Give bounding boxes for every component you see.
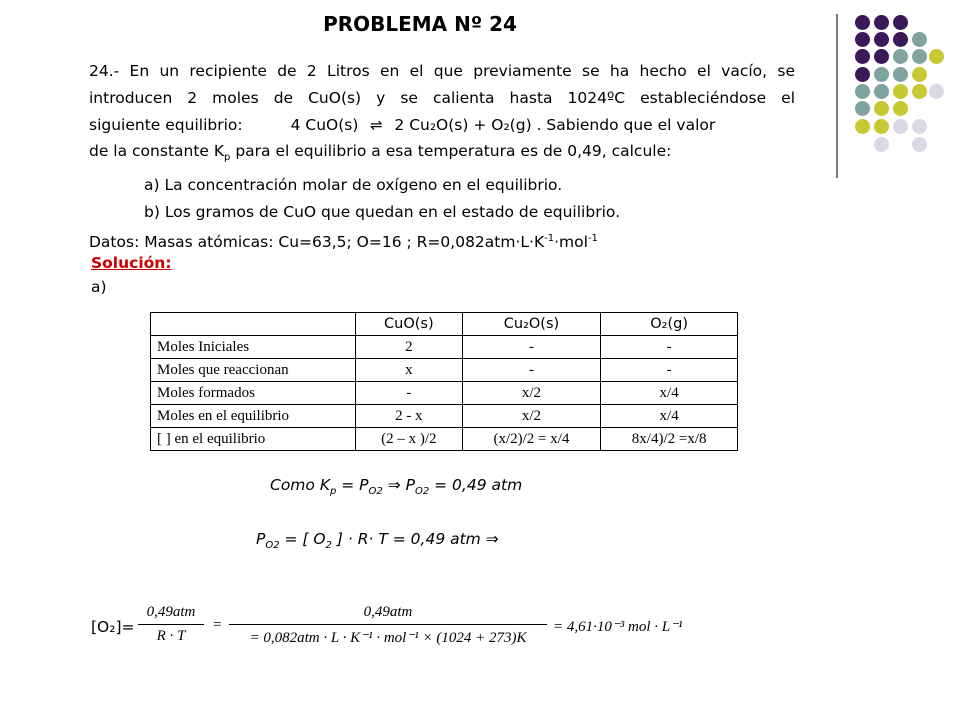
- table-row: [151, 336, 738, 359]
- vertical-divider: [836, 14, 838, 178]
- problem-line: 24.- En un recipiente de 2 Litros en el que previamente se ha hecho el vacío, se: [89, 62, 795, 80]
- question-a: a) La concentración molar de oxígeno en el equilibrio.: [144, 176, 563, 195]
- fraction-numerator: 0,49atm: [229, 604, 547, 625]
- decor-dot: [912, 84, 927, 99]
- part-a-label: a): [91, 278, 107, 296]
- table-cell: x/2: [462, 405, 601, 428]
- fraction-numerator: 0,49atm: [138, 604, 204, 625]
- decor-dot: [855, 15, 870, 30]
- table-cell: (x/2)/2 = x/4: [462, 428, 601, 451]
- subscript: O2: [414, 486, 430, 498]
- table-cell: 2 - x: [356, 405, 463, 428]
- decor-dot: [855, 32, 870, 47]
- text-fragment: de la constante K: [89, 142, 225, 161]
- text-fragment: = P: [336, 476, 369, 494]
- reactant: 4 CuO(s): [290, 115, 359, 134]
- kp-relation: [270, 476, 522, 497]
- decor-dot: [912, 67, 927, 82]
- decor-dot: [912, 137, 927, 152]
- data-line: [89, 226, 795, 256]
- decor-dot: [874, 67, 889, 82]
- decor-dot: [855, 49, 870, 64]
- equilibrium-arrow-icon: ⇌: [370, 115, 383, 134]
- equals-sign: =: [213, 617, 222, 633]
- decor-dot: [893, 15, 908, 30]
- decor-dot: [912, 32, 927, 47]
- table-cell: Moles en el equilibrio: [151, 405, 356, 428]
- problem-line: introducen 2 moles de CuO(s) y se calienta hasta 1024ºC estableciéndose el: [89, 88, 795, 107]
- text-fragment: ] · R· T = 0,49 atm ⇒: [331, 530, 499, 548]
- question-b: b) Los gramos de CuO que quedan en el estado de equilibrio.: [144, 203, 621, 222]
- text-fragment: = [ O: [279, 530, 326, 548]
- superscript: -1: [587, 232, 598, 244]
- text-fragment: . Sabiendo que el valor: [536, 115, 716, 134]
- table-header-cell: CuO(s): [356, 313, 463, 336]
- decor-dot: [874, 119, 889, 134]
- subscript: O2: [265, 540, 280, 552]
- table-row: [151, 359, 738, 382]
- table-cell: Moles Iniciales: [151, 336, 356, 359]
- table-row: [151, 405, 738, 428]
- decor-dot: [855, 84, 870, 99]
- text-fragment: siguiente equilibrio:: [89, 115, 243, 134]
- problem-line: [89, 138, 795, 172]
- decor-dot: [893, 67, 908, 82]
- decor-dot: [855, 101, 870, 116]
- subscript: 2: [325, 540, 332, 552]
- text-fragment: para el equilibrio a esa temperatura es de 0,49, calcule:: [230, 142, 672, 161]
- fraction-denominator: R · T: [156, 628, 186, 644]
- decor-dot: [929, 49, 944, 64]
- table-cell: -: [601, 359, 738, 382]
- table-row: [151, 382, 738, 405]
- text-fragment: Como K: [270, 476, 330, 494]
- table-cell: 8x/4)/2 =x/8: [601, 428, 738, 451]
- table-header-cell: O₂(g): [601, 313, 738, 336]
- decor-dot: [893, 84, 908, 99]
- superscript: -1: [544, 232, 555, 244]
- text-fragment: P: [256, 530, 266, 548]
- decor-dot: [855, 119, 870, 134]
- table-header-cell: [151, 313, 356, 336]
- o2-concentration-label: [O₂]=: [91, 618, 135, 636]
- decor-dot: [912, 49, 927, 64]
- products: 2 Cu₂O(s) + O₂(g): [394, 115, 532, 134]
- table-cell: -: [601, 336, 738, 359]
- decor-dot: [874, 49, 889, 64]
- decor-dot: [874, 15, 889, 30]
- decor-dot: [874, 32, 889, 47]
- fraction-denominator: = 0,082atm · L · K⁻¹ · mol⁻¹ × (1024 + 273)K: [249, 630, 527, 646]
- page-title: PROBLEMA Nº 24: [323, 12, 517, 36]
- table-cell: Moles formados: [151, 382, 356, 405]
- table-cell: -: [462, 336, 601, 359]
- problem-line-equation: [89, 112, 795, 139]
- table-cell: [ ] en el equilibrio: [151, 428, 356, 451]
- decor-dot: [855, 67, 870, 82]
- text-fragment: Datos: Masas atómicas: Cu=63,5; O=16 ; R=0,082atm·L·K: [89, 233, 545, 252]
- text-fragment: P: [405, 476, 415, 494]
- decor-dot: [893, 32, 908, 47]
- table-cell: x/2: [462, 382, 601, 405]
- subscript: p: [224, 152, 231, 164]
- subscript: O2: [368, 486, 383, 498]
- text-fragment: ·mol: [554, 233, 588, 252]
- table-cell: x/4: [601, 382, 738, 405]
- decor-dot: [874, 84, 889, 99]
- decor-dot: [929, 84, 944, 99]
- table-cell: x: [356, 359, 463, 382]
- decor-dot: [874, 101, 889, 116]
- table-cell: (2 – x )/2: [356, 428, 463, 451]
- table-row: [151, 428, 738, 451]
- fraction-2: [229, 604, 547, 647]
- implies-arrow-icon: ⇒: [382, 476, 406, 494]
- table-cell: Moles que reaccionan: [151, 359, 356, 382]
- decor-dot: [874, 137, 889, 152]
- decor-dot: [893, 49, 908, 64]
- table-cell: -: [462, 359, 601, 382]
- decor-dot: [893, 101, 908, 116]
- subscript: p: [329, 486, 337, 498]
- table-cell: x/4: [601, 405, 738, 428]
- decor-dot: [893, 119, 908, 134]
- equilibrium-table: [150, 312, 738, 451]
- table-header-row: [151, 313, 738, 336]
- table-cell: -: [356, 382, 463, 405]
- table-cell: 2: [356, 336, 463, 359]
- table-header-cell: Cu₂O(s): [462, 313, 601, 336]
- solution-heading: Solución:: [91, 254, 172, 272]
- po2-relation: [256, 530, 499, 551]
- decor-dot: [912, 119, 927, 134]
- fraction-1: [138, 604, 204, 645]
- problem-statement: [89, 58, 795, 256]
- text-fragment: = 0,49 atm: [429, 476, 523, 494]
- result-value: = 4,61·10⁻³ mol · L⁻¹: [553, 619, 683, 635]
